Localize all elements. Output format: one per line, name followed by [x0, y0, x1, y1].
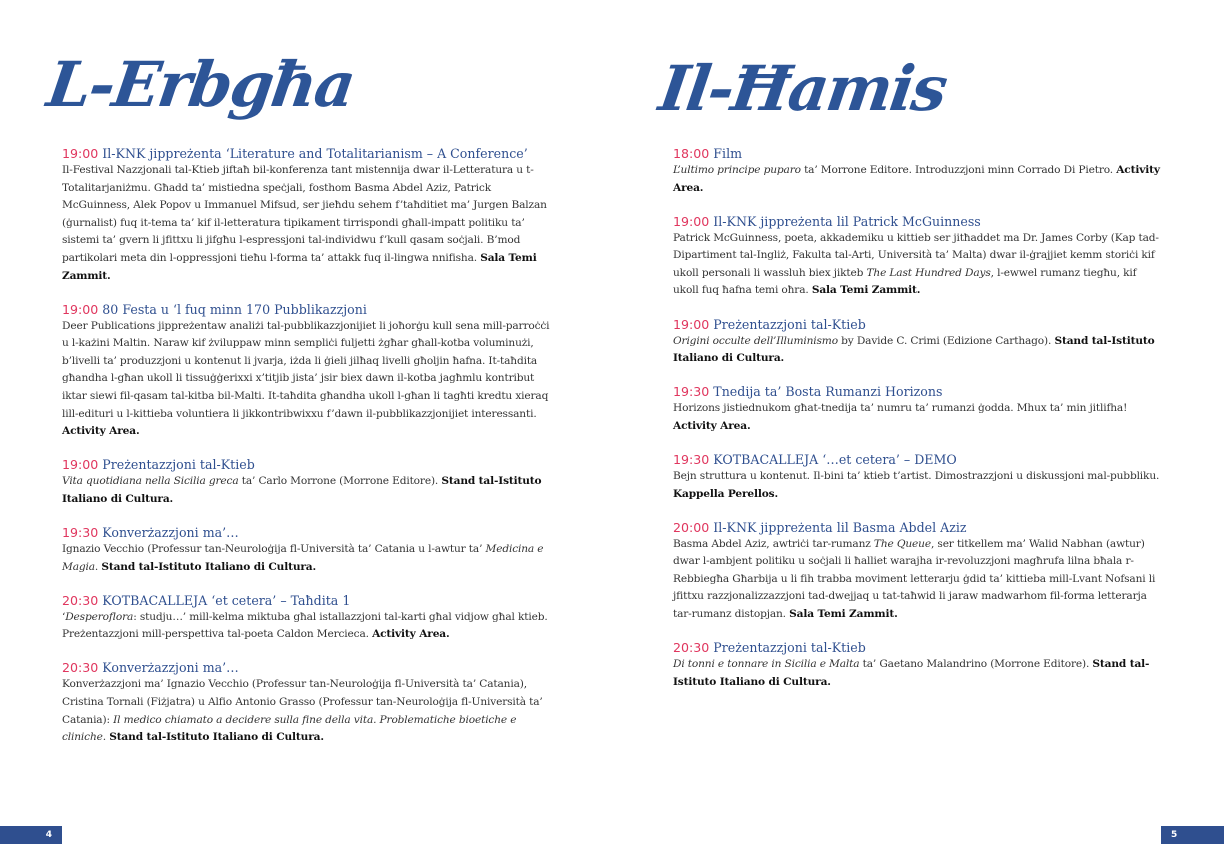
- day-heading: L-Erbgħa: [42, 48, 359, 121]
- book-title: Vita quotidiana nella Sicilia greca: [62, 475, 239, 488]
- description-text: by Davide C. Crimi (Edizione Carthago).: [837, 334, 1055, 347]
- event-location: Sala Temi Zammit.: [62, 251, 537, 282]
- event-time: 19:00: [62, 146, 99, 161]
- event-time: 19:30: [673, 451, 710, 467]
- description-text: .: [94, 560, 102, 573]
- event-header: [673, 316, 1163, 333]
- book-title: Di tonni e tonnare in Sicilia e Malta: [673, 658, 860, 671]
- event-location: Stand tal-Istituto Italiano di Cultura.: [673, 658, 1150, 688]
- event-location: Stand tal-Istituto Italiano di Cultura.: [673, 334, 1155, 365]
- event-location: Sala Temi Zammit.: [811, 284, 921, 297]
- event-location: Stand tal-Istituto Italiano di Cultura.: [101, 560, 317, 573]
- event-time: 20:30: [62, 660, 99, 676]
- event-title: Konverżazzjoni ma’…: [102, 525, 239, 540]
- description-text: Konverżazzjoni ma’ Ignazio Vecchio (Professur tan-Neuroloġija fl-Università ta’ Catania), Cristina Tornali (Fiżjatra) u Alfio Antonio Grasso (Professur tan-Neuroloġija fl-Università ta’ Catania):: [62, 678, 543, 726]
- event-item: [673, 383, 1163, 435]
- event-description: [673, 468, 1163, 503]
- book-title: Il medico chiamato a decidere sulla fine della vita. Problematiche bioetiche e cliniche.: [62, 713, 517, 744]
- event-title: Il-KNK jippreżenta lil Patrick McGuinness: [713, 213, 981, 229]
- event-description: [673, 230, 1163, 300]
- event-item: [673, 316, 1163, 368]
- event-title: Konverżazzjoni ma’…: [102, 660, 239, 676]
- event-header: [673, 519, 1163, 536]
- event-header: [673, 451, 1163, 468]
- event-time: 19:30: [673, 384, 710, 400]
- description-text: Basma Abdel Aziz, awtriċi tar-rumanz: [673, 537, 874, 550]
- book-title: Desperoflora: [65, 610, 134, 623]
- event-item: [673, 519, 1163, 624]
- event-item: [673, 639, 1163, 691]
- event-location: Activity Area.: [673, 164, 1160, 194]
- description-text: , l-ewwel rumanz tiegħu, kif ukoll fuq ħafna temi oħra.: [673, 266, 1137, 297]
- event-description: [673, 536, 1163, 624]
- event-location: Activity Area.: [673, 419, 751, 432]
- event-title: Preżentazzjoni tal-Ktieb: [713, 316, 866, 332]
- book-title: The Queue: [873, 537, 931, 550]
- event-header: [673, 639, 1163, 656]
- event-title: Tnedija ta’ Bosta Rumanzi Horizons: [713, 384, 943, 400]
- event-item: [673, 145, 1163, 197]
- page-number-bar: [0, 826, 62, 844]
- book-title: Origini occulte dell’Illuminismo: [673, 334, 838, 347]
- book-title: L’ultimo principe puparo: [673, 164, 801, 176]
- description-text: Patrick McGuinness, poeta, akkademiku u kittieb ser jitħaddet ma Dr. James Corby (Kap tad-Dipartiment tal-Ingliż, Fakulta tal-Arti, Università ta’ Malta) dwar il-ġrajjiet kemm storiċi kif ukoll personali li wassluh biex jikteb: [673, 231, 1159, 279]
- event-title: Preżentazzjoni tal-Ktieb: [713, 640, 866, 656]
- event-time: 19:00: [673, 213, 710, 229]
- event-title: Preżentazzjoni tal-Ktieb: [102, 457, 255, 473]
- event-header: [673, 145, 1163, 162]
- book-title: The Last Hundred Days: [866, 266, 991, 279]
- event-time: 18:00: [673, 146, 710, 161]
- event-item: [673, 451, 1163, 503]
- description-text: Il-Festival Nazzjonali tal-Ktieb jiftaħ bil-konferenza tant mistennija dwar il-Letteratura u t-Totalitarjaniżmu. Għadd ta’ mistiedna speċjali, fosthom Basma Abdel Aziz, Patrick McGuinness, Alek Popov u Immanuel Mifsud, ser jieħdu sehem f’taħditiet ma’ Jurgen Balzan (ġurnalist) fuq it-tema ta’ kif il-letteratura tipikament tirrispondi għall-impatt politiku ta’ sistemi ta’ gvern li jfittxu li jifgħu l-espressjoni tal-individwu f’kull qasam soċjali. B’mod partikolari meta din l-oppressjoni tieħu l-forma ta’ attakk fuq il-lingwa nnifisha.: [62, 164, 547, 264]
- event-header: [673, 383, 1163, 400]
- event-location: Sala Temi Zammit.: [789, 608, 898, 620]
- event-description: [673, 333, 1163, 368]
- event-time: 20:30: [62, 592, 99, 608]
- event-description: [673, 162, 1163, 197]
- event-description: [673, 400, 1163, 435]
- event-location: Activity Area.: [62, 425, 140, 438]
- event-title: KOTBACALLEJA ‘…et cetera’ – DEMO: [713, 451, 957, 467]
- description-text: Bejn struttura u kontenut. Il-bini ta’ ktieb t’artist. Dimostrazzjoni u diskussjoni mal-pubbliku.: [673, 469, 1160, 482]
- description-text: ‘: [62, 610, 66, 623]
- event-header: [673, 213, 1163, 230]
- event-title: Film: [713, 146, 743, 161]
- event-location: Stand tal-Istituto Italiano di Cultura.: [109, 731, 324, 744]
- day-heading: Il-Ħamis: [654, 52, 951, 125]
- description-text: Deer Publications jippreżentaw analiżi tal-pubblikazzjonijiet li joħorġu kull sena mill-parroċċi u l-każini Maltin. Naraw kif żviluppaw minn sempliċi fuljetti żgħar għall-kotba voluminużi, b’livelli ta’ produzzjoni u kontenut li jvarja, iżda li ġieli jilħaq livelli għoljin ħafna. It-taħdita għandha l-għan ukoll li tissuġġerixxi x’titjib jista’ jsir biex dawn il-kotba jagħmlu kontribut iktar siewi fil-qasam tal-kitba bil-Malti. It-taħdita għandha ukoll l-għan li tagħti kredtu xieraq lill-edituri u l-kittieba voluntiera li jikkontribwixxu f’dawn il-pubblikazzjonijiet interessanti.: [62, 319, 550, 420]
- page-number-bar: [1161, 826, 1224, 844]
- event-time: 19:00: [673, 316, 710, 332]
- event-title: Il-KNK jippreżenta ‘Literature and Totalitarianism – A Conference’: [102, 146, 528, 161]
- description-text: Horizons jistiednukom għat-tnedija ta’ numru ta’ rumanzi ġodda. Mhux ta’ min jitlifha!: [673, 402, 1128, 415]
- event-location: Stand tal-Istituto Italiano di Cultura.: [62, 475, 542, 505]
- event-list: [673, 145, 1163, 707]
- event-location: Activity Area.: [372, 628, 450, 641]
- event-time: 20:30: [673, 640, 710, 656]
- description-text: , ser titkellem ma’ Walid Nabhan (awtur) dwar l-ambjent politiku u soċjali li ħalliet warajha ir-revoluzzjoni magħrufa lilna bħala r-Rebbiegħa Għarbija u li fih trabba moviment letterarju ġdid ta’ kittieba mill-Lvant Nofsani li jfittxu razzjonalizzazzjoni tad-dwejjaq u tat-taħwid li jaraw madwarhom fil-forma letterarja tar-rumanz distopjan.: [673, 537, 1156, 620]
- event-item: [673, 213, 1163, 300]
- event-time: 19:00: [62, 457, 99, 473]
- book-title: Medicina e Magia: [62, 543, 544, 573]
- description-text: ta’ Morrone Editore. Introduzzjoni minn Corrado Di Pietro.: [800, 164, 1117, 176]
- event-time: 19:30: [62, 525, 99, 540]
- page-number: 5: [1171, 830, 1178, 840]
- event-title: 80 Festa u ‘l fuq minn 170 Pubblikazzjoni: [102, 301, 367, 317]
- description-text: ta’ Gaetano Malandrino (Morrone Editore).: [859, 658, 1093, 671]
- event-time: 19:00: [62, 301, 99, 317]
- event-title: KOTBACALLEJA ‘et cetera’ – Taħdita 1: [102, 592, 351, 608]
- page-number: 4: [45, 830, 52, 840]
- description-text: Ignazio Vecchio (Professur tan-Neuroloġija fl-Università ta’ Catania u l-awtur ta’: [62, 543, 486, 555]
- description-text: : studju…’ mill-kelma miktuba għal istallazzjoni tal-karti għal vidjow għal ktieb. Preżentazzjoni mill-perspettiva tal-poeta Caldon Mercieca.: [62, 610, 548, 641]
- description-text: ta’ Carlo Morrone (Morrone Editore).: [238, 475, 442, 488]
- event-time: 20:00: [673, 519, 710, 535]
- event-location: Kappella Perellos.: [673, 487, 779, 500]
- event-description: [673, 656, 1163, 691]
- event-title: Il-KNK jippreżenta lil Basma Abdel Aziz: [713, 519, 967, 535]
